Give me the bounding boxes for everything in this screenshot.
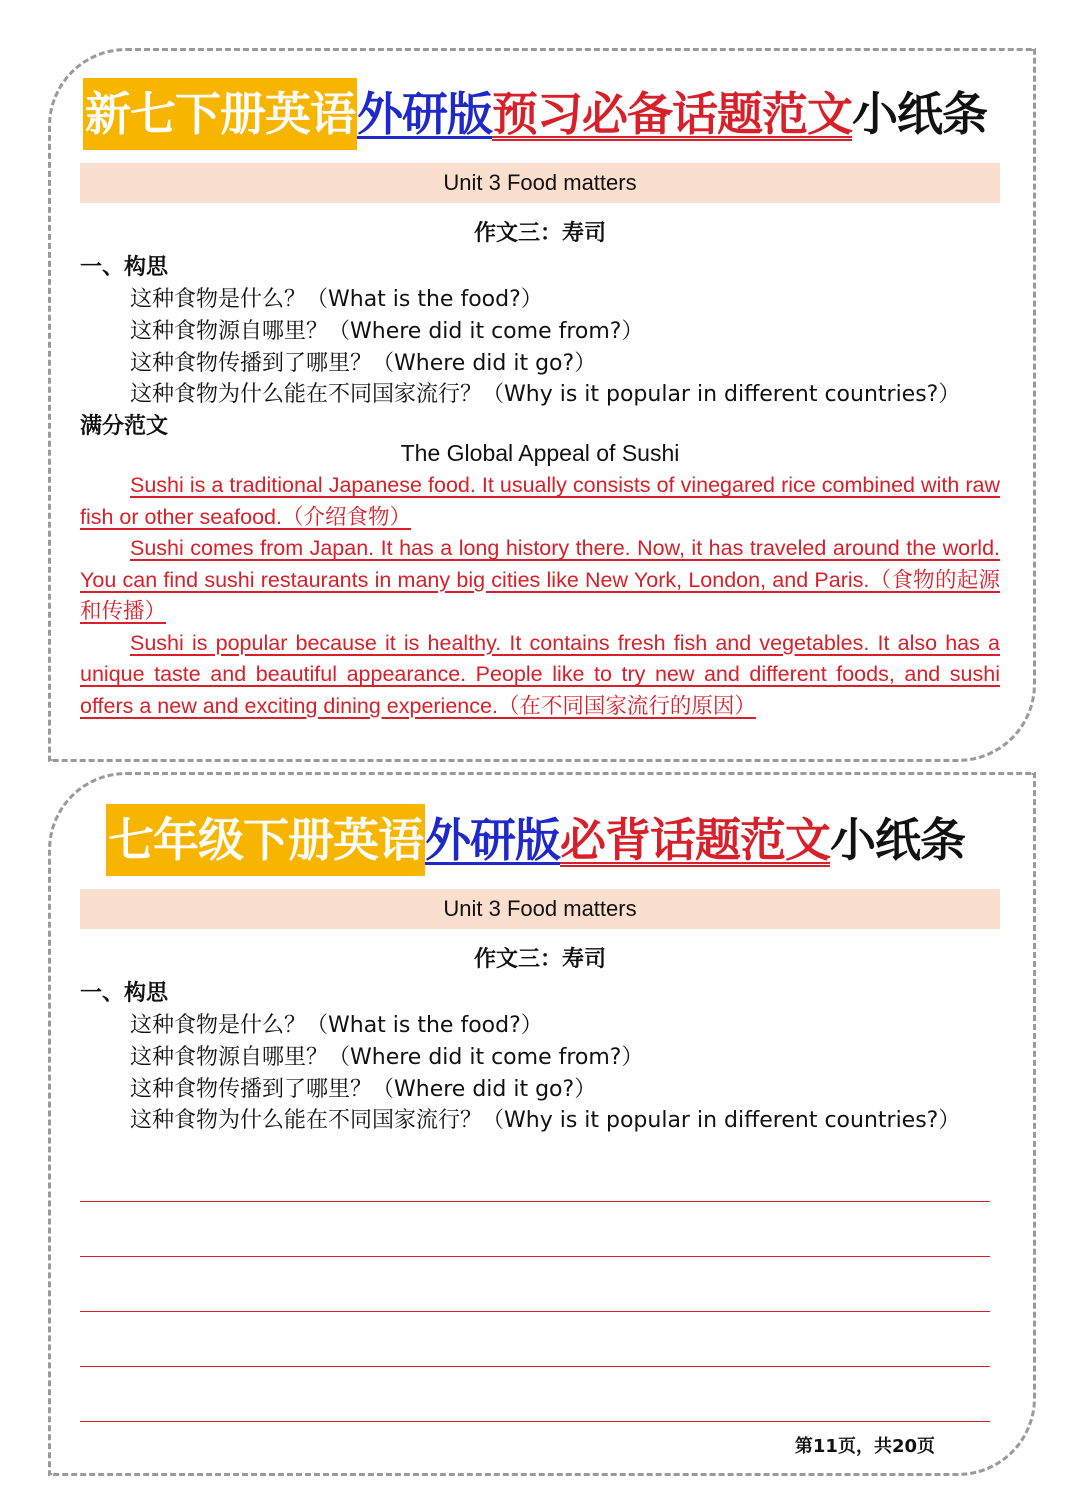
card1-question-3: 这种食物传播到了哪里？（Where did it go?） <box>130 351 597 376</box>
card1-question-1: 这种食物是什么？（What is the food?） <box>130 287 543 312</box>
card2-title-red: 必背话题范文 <box>560 813 830 867</box>
card2-title-black: 小纸条 <box>830 813 965 867</box>
card1-title-red: 预习必备话题范文 <box>492 87 852 141</box>
essay-paragraph-1 <box>80 470 1000 533</box>
card1-title-black: 小纸条 <box>852 87 987 141</box>
card1-title <box>83 78 987 150</box>
essay-paragraph-3-text: Sushi is popular because it is healthy. It contains fresh fish and vegetables. It also has a unique taste and beautiful appearance. People like to try new and different foods, and sushi offers a new and exciting dining experience.（在不同国家流行的原因） <box>80 630 1000 718</box>
card2-question-3: 这种食物传播到了哪里？（Where did it go?） <box>130 1077 597 1102</box>
writing-line-4[interactable] <box>80 1366 990 1367</box>
card2-title-yellow: 七年级下册英语 <box>106 804 425 876</box>
essay-paragraph-3 <box>80 628 1000 723</box>
essay-paragraph-2-text: Sushi comes from Japan. It has a long history there. Now, it has traveled around the world. You can find sushi restaurants in many big cities like New York, London, and Paris.（食物的起源和传播） <box>80 536 1000 623</box>
essay-paragraph-2 <box>80 533 1000 628</box>
writing-line-5[interactable] <box>80 1421 990 1422</box>
card1-title-blue: 外研版 <box>357 87 492 141</box>
card2-title-blue: 外研版 <box>425 813 560 867</box>
writing-line-3[interactable] <box>80 1311 990 1312</box>
card2-question-1: 这种食物是什么？（What is the food?） <box>130 1013 543 1038</box>
writing-line-1[interactable] <box>80 1201 990 1202</box>
card1-essay-title: The Global Appeal of Sushi <box>400 440 680 466</box>
card1-section-model: 满分范文 <box>80 414 169 439</box>
card2-unit-bar: Unit 3 Food matters <box>80 889 1000 929</box>
essay-paragraph-1-text: Sushi is a traditional Japanese food. It usually consists of vinegared rice combined with raw fish or other seafood.（介绍食物） <box>80 473 1000 529</box>
card1-question-4: 这种食物为什么能在不同国家流行？（Why is it popular in different countries?） <box>130 382 961 407</box>
card1-essay <box>80 470 1000 722</box>
page-number: 第11页，共20页 <box>794 1436 935 1457</box>
card2-title <box>106 804 965 876</box>
card1-essay-number: 作文三：寿司 <box>473 221 606 246</box>
card1-title-yellow: 新七下册英语 <box>83 78 357 150</box>
card2-question-4: 这种食物为什么能在不同国家流行？（Why is it popular in different countries?） <box>130 1108 961 1133</box>
card1-question-2: 这种食物源自哪里？（Where did it come from?） <box>130 319 644 344</box>
card1-section-idea: 一、构思 <box>80 255 169 280</box>
card2-essay-number: 作文三：寿司 <box>473 947 606 972</box>
card2-question-2: 这种食物源自哪里？（Where did it come from?） <box>130 1045 644 1070</box>
writing-line-2[interactable] <box>80 1256 990 1257</box>
card1-unit-bar: Unit 3 Food matters <box>80 163 1000 203</box>
card2-section-idea: 一、构思 <box>80 981 169 1006</box>
